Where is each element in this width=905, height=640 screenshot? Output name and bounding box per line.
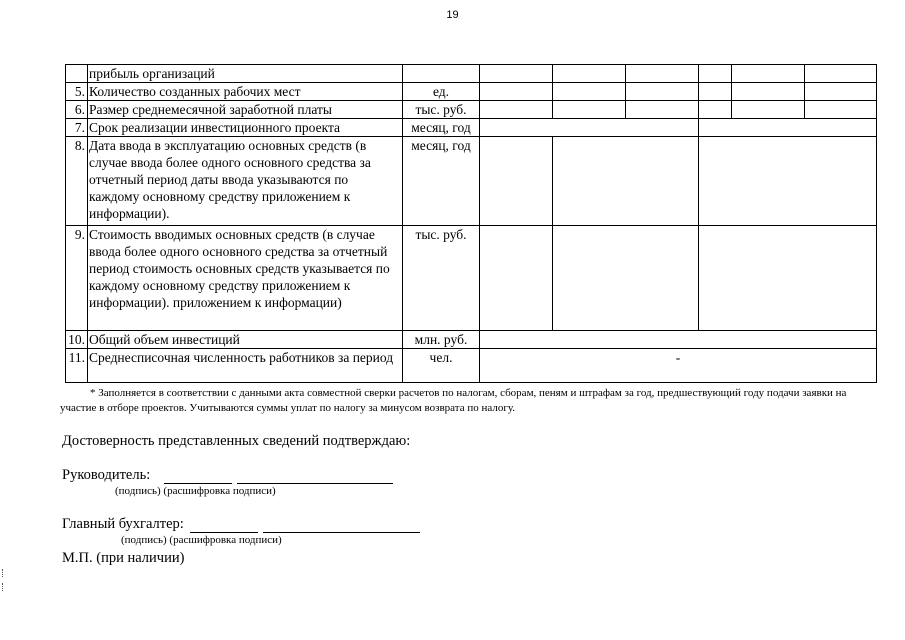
- row-number: 7.: [66, 119, 88, 137]
- table-cell: [699, 65, 732, 83]
- table-cell: [480, 83, 553, 101]
- row-number: 5.: [66, 83, 88, 101]
- row-number: 11.: [66, 349, 88, 383]
- table-cell: [699, 119, 877, 137]
- row-unit: месяц, год: [403, 137, 480, 226]
- table-cell: [699, 101, 732, 119]
- accountant-signature-line: [190, 532, 258, 533]
- page-number: 19: [446, 9, 459, 21]
- table-cell: [553, 101, 626, 119]
- table-cell: [480, 119, 699, 137]
- scan-edge-mark: [2, 569, 5, 577]
- stamp-note: М.П. (при наличии): [62, 550, 185, 566]
- row-unit: [403, 65, 480, 83]
- table-cell: -: [480, 349, 877, 383]
- table-cell: [626, 83, 699, 101]
- row-unit: ед.: [403, 83, 480, 101]
- table-cell: [626, 65, 699, 83]
- row-unit: тыс. руб.: [403, 101, 480, 119]
- confirmation-text: Достоверность представленных сведений подтверждаю:: [62, 433, 411, 449]
- table-row: [66, 349, 877, 383]
- footnote: * Заполняется в соответствии с данными акта совместной сверки расчетов по налогам, сборам, пеням и штрафам за год, предшествующий году подачи заявки на участие в отборе проектов. Учитываются суммы уплат по налогу за минусом возврата по налогу.: [60, 387, 847, 414]
- accountant-label: Главный бухгалтер:: [62, 516, 184, 532]
- accountant-name-line: [263, 532, 420, 533]
- row-unit: млн. руб.: [403, 331, 480, 349]
- table-row: [66, 101, 877, 119]
- table-cell: [553, 83, 626, 101]
- table-cell: [480, 65, 553, 83]
- row-unit: тыс. руб.: [403, 226, 480, 331]
- head-label: Руководитель:: [62, 467, 151, 483]
- row-number: 8.: [66, 137, 88, 226]
- row-unit: месяц, год: [403, 119, 480, 137]
- table-cell: [805, 83, 877, 101]
- row-indicator-name: Размер среднемесячной заработной платы: [88, 101, 403, 119]
- row-indicator-name: Дата ввода в эксплуатацию основных средств (в случае ввода более одного основного средства за отчетный период даты ввода указываются по каждому основному средству приложением к информации).: [88, 137, 403, 226]
- row-unit: чел.: [403, 349, 480, 383]
- table-cell: [553, 226, 699, 331]
- table-cell: [480, 331, 877, 349]
- row-indicator-name: прибыль организаций: [88, 65, 403, 83]
- table-cell: [553, 137, 699, 226]
- table-row: [66, 83, 877, 101]
- row-number: [66, 65, 88, 83]
- head-signature-line: [164, 483, 232, 484]
- table-cell: [480, 226, 553, 331]
- table-cell: [480, 137, 553, 226]
- table-cell: [805, 101, 877, 119]
- row-indicator-name: Срок реализации инвестиционного проекта: [88, 119, 403, 137]
- table-row: [66, 137, 877, 226]
- head-name-line: [237, 483, 393, 484]
- row-indicator-name: Количество созданных рабочих мест: [88, 83, 403, 101]
- table-cell: [732, 83, 805, 101]
- table-row: [66, 226, 877, 331]
- row-indicator-name: Среднесписочная численность работников за период: [88, 349, 403, 383]
- table-row: [66, 331, 877, 349]
- table-cell: [626, 101, 699, 119]
- table-cell: [699, 226, 877, 331]
- indicators-table: [65, 64, 877, 383]
- table-cell: [553, 65, 626, 83]
- scan-edge-mark: [2, 583, 5, 591]
- row-number: 10.: [66, 331, 88, 349]
- table-row: [66, 65, 877, 83]
- accountant-caption: (подпись) (расшифровка подписи): [121, 534, 282, 546]
- head-caption: (подпись) (расшифровка подписи): [115, 485, 276, 497]
- row-indicator-name: Стоимость вводимых основных средств (в случае ввода более одного основного средства за отчетный период стоимость основных средств указывается по каждому основному средству приложением к информации). приложением к информации): [88, 226, 403, 331]
- table-row: [66, 119, 877, 137]
- table-cell: [480, 101, 553, 119]
- row-number: 6.: [66, 101, 88, 119]
- row-indicator-name: Общий объем инвестиций: [88, 331, 403, 349]
- table-cell: [699, 83, 732, 101]
- table-cell: [732, 65, 805, 83]
- table-cell: [732, 101, 805, 119]
- table-cell: [805, 65, 877, 83]
- table-cell: [699, 137, 877, 226]
- row-number: 9.: [66, 226, 88, 331]
